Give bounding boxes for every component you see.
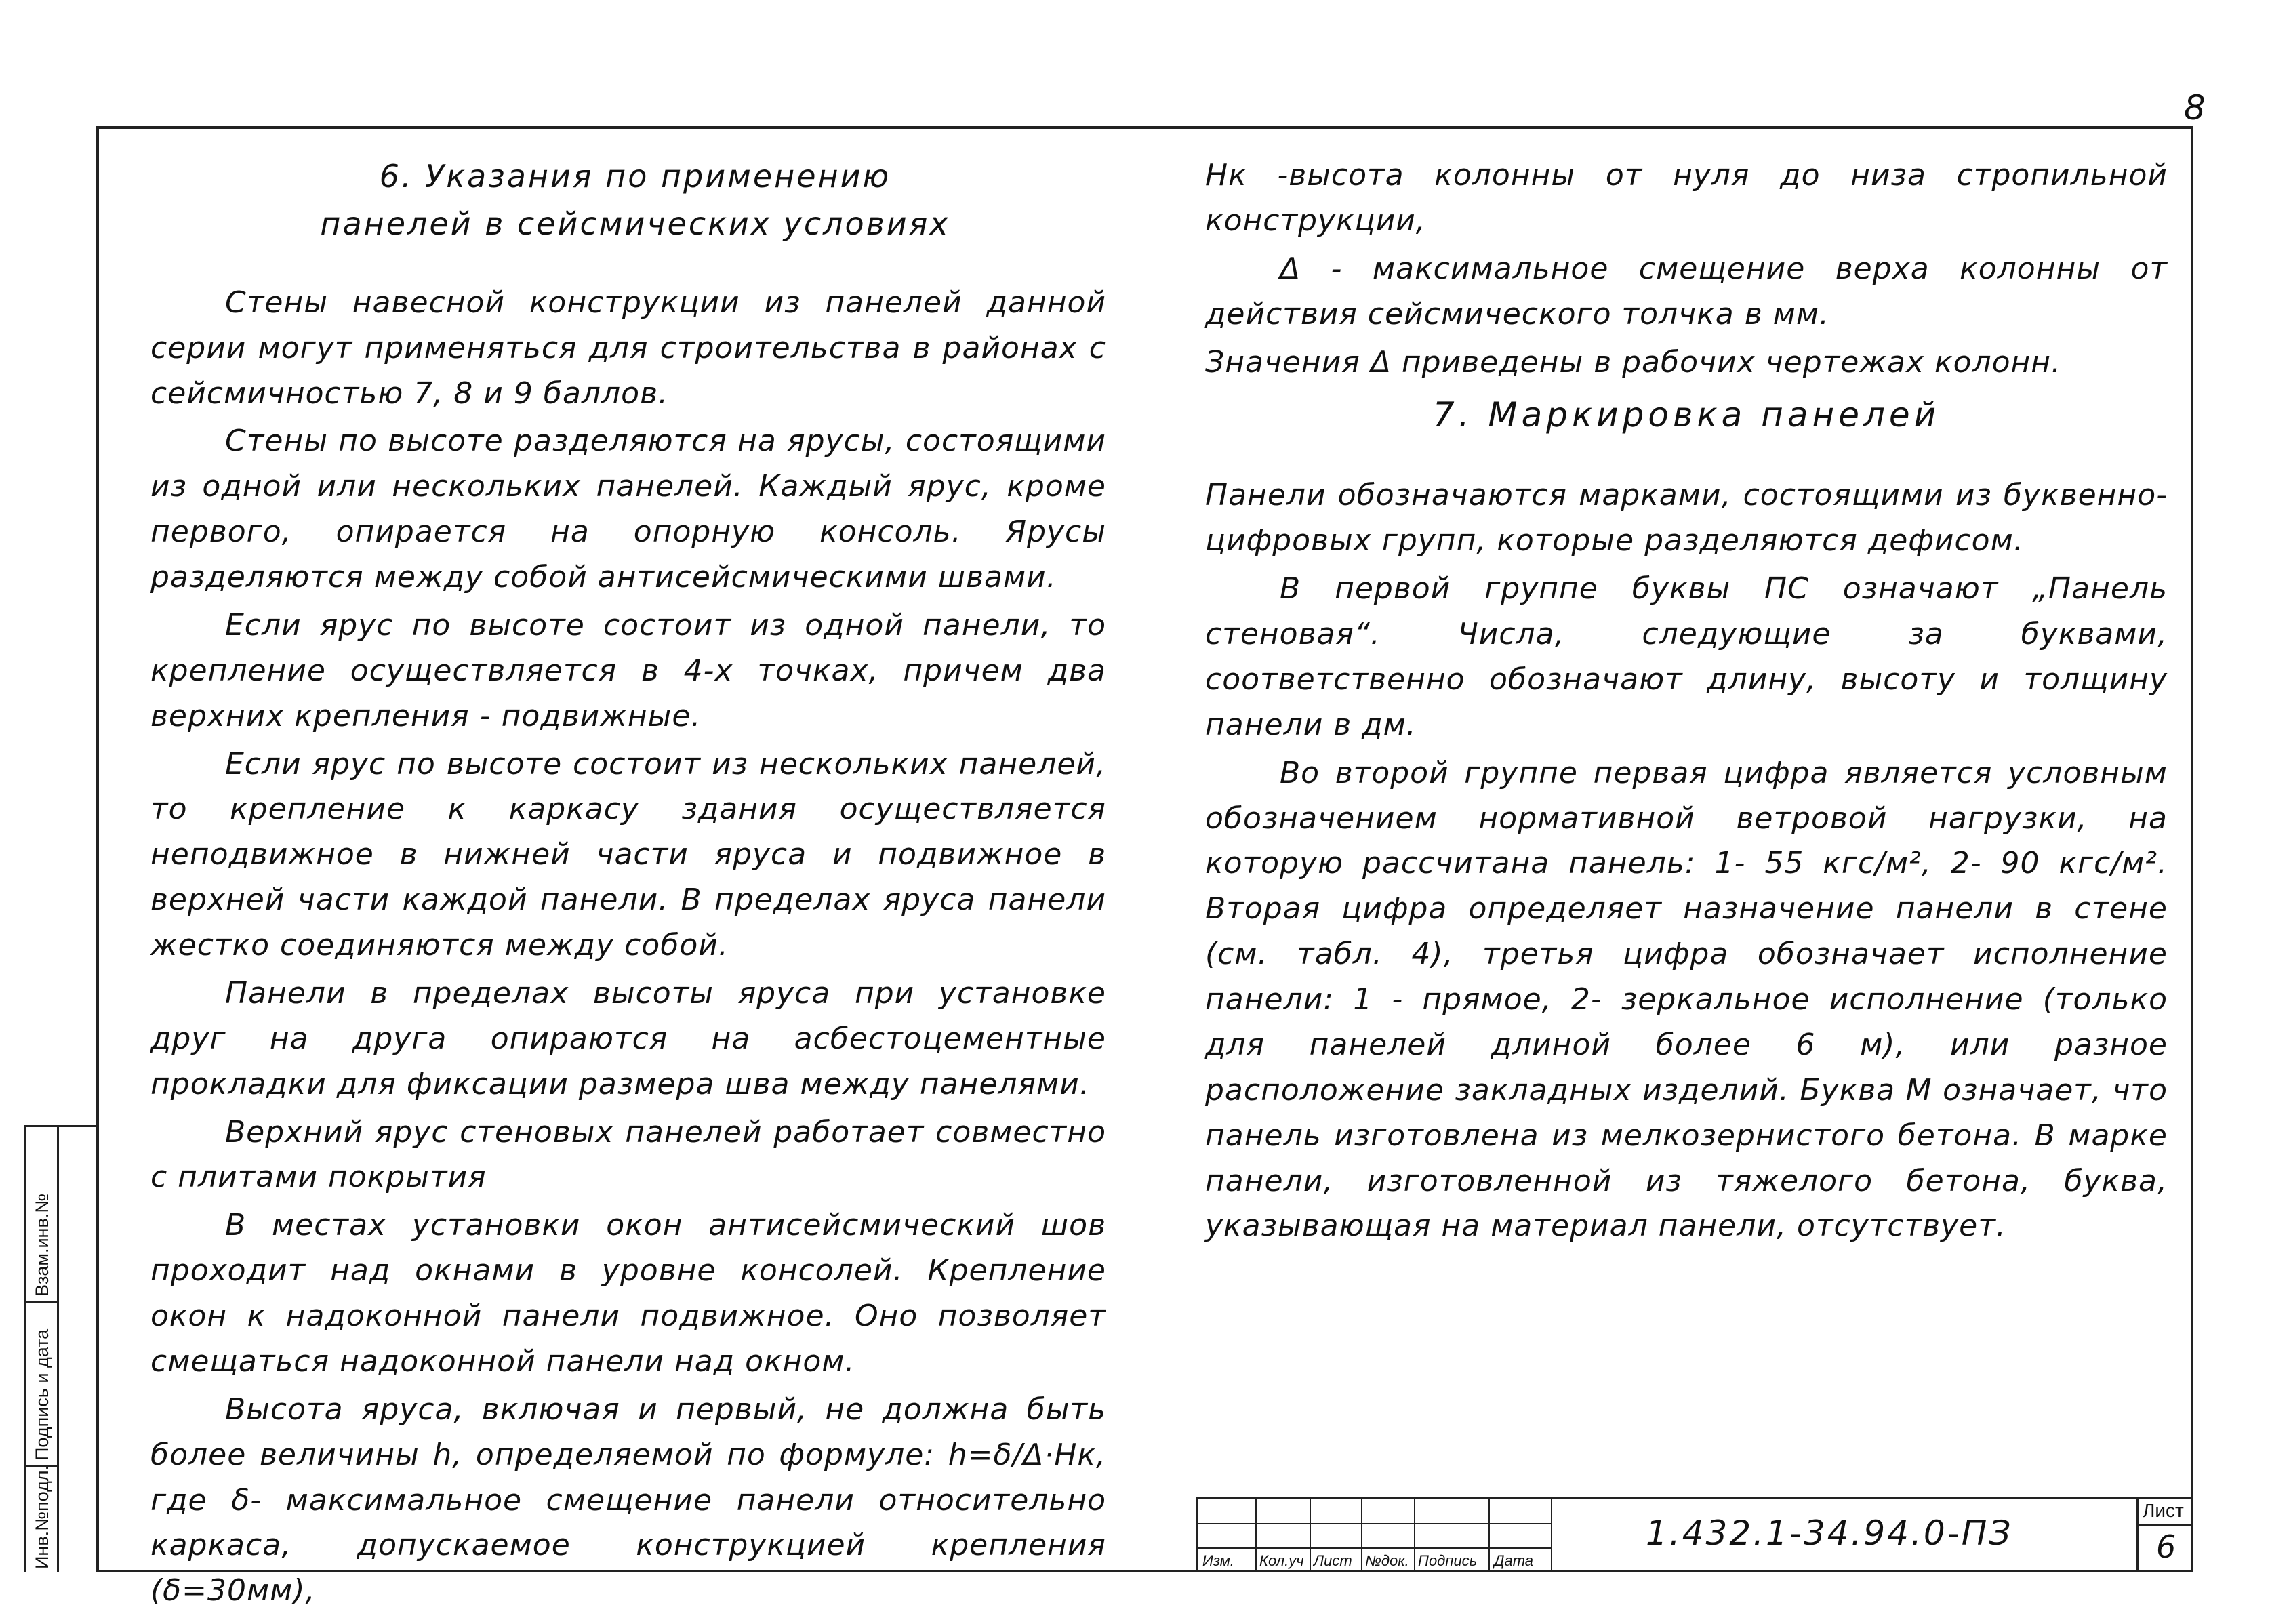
title-block-grid — [1198, 1499, 1551, 1572]
paragraph: Верхний ярус стеновых панелей работает совместно с плитами покрытия — [150, 1114, 1106, 1195]
col-label-data: Дата — [1494, 1552, 1534, 1569]
paragraph: Если ярус по высоте состоит из нескольких панелей, то крепление к каркасу здания осуществляется неподвижное в нижней части яруса и подвижное в верхней части каждой панели. В пределах яруса панели жестко соединяются между собой. — [150, 746, 1106, 963]
paragraph: Высота яруса, включая и первый, не должна быть более величины h, определяемой по формуле: h=δ/Δ·Hк, где δ- максимальное смещение панели относительно каркаса, допускаемое конструкцией крепления (δ=30мм), — [150, 1392, 1106, 1608]
sheet-divider — [2139, 1524, 2193, 1526]
sheet-number: 6 — [2156, 1528, 2176, 1565]
col-label-list: Лист — [1314, 1552, 1352, 1569]
paragraph: В первой группе буквы ПС означают „Панель стеновая“. Числа, следующие за буквами, соответственно обозначают длину, высоту и толщину панели в дм. — [1205, 571, 2168, 742]
paragraph: Стены по высоте разделяются на ярусы, состоящими из одной или нескольких панелей. Каждый ярус, кроме первого, опирается на опорную консоль. Ярусы разделяются между собой антисейсмическими швами. — [150, 424, 1106, 595]
section-6-heading-line1: 6. Указания по применению — [379, 158, 891, 195]
grid-line — [1255, 1499, 1257, 1572]
title-block — [1196, 1497, 2193, 1572]
side-stamp-divider — [26, 1301, 59, 1303]
sheet-label: Лист — [2143, 1500, 2184, 1521]
paragraph: Стены навесной конструкции из панелей данной серии могут применяться для строительства в районах с сейсмичностью 7, 8 и 9 баллов. — [150, 285, 1106, 411]
paragraph: Δ - максимальное смещение верха колонны от действия сейсмического толчка в мм. — [1205, 251, 2168, 331]
side-stamp — [24, 1125, 96, 1572]
section-6-heading-line2: панелей в сейсмических условиях — [320, 205, 950, 242]
grid-line — [1198, 1523, 1551, 1524]
side-label-inv-podl: Инв.№подл. — [32, 1465, 52, 1569]
paragraph: Если ярус по высоте состоит из одной панели, то крепление осуществляется в 4-х точках, причем два верхних крепления - подвижные. — [150, 607, 1106, 733]
grid-line — [1488, 1499, 1490, 1572]
grid-line — [1198, 1547, 1551, 1549]
grid-line — [1551, 1499, 1552, 1572]
col-label-ndok: №док. — [1365, 1552, 1409, 1569]
paragraph: Панели обозначаются марками, состоящими из буквенно-цифровых групп, которые разделяются дефисом. — [1205, 478, 2168, 559]
grid-line — [1310, 1499, 1311, 1572]
grid-line — [1361, 1499, 1362, 1572]
side-label-vzam-inv: Взам.инв.№ — [32, 1193, 52, 1297]
side-label-signature-date: Подпись и дата — [32, 1328, 52, 1461]
grid-line — [1414, 1499, 1415, 1572]
paragraph: Панели в пределах высоты яруса при установке друг на друга опираются на асбестоцементные прокладки для фиксации размера шва между панелями. — [150, 975, 1106, 1101]
col-label-izm: Изм. — [1202, 1552, 1234, 1569]
left-column — [150, 153, 1106, 1614]
col-label-podpis: Подпись — [1418, 1552, 1478, 1569]
paragraph: В местах установки окон антисейсмический шов проходит над окнами в уровне консолей. Крепление окон к надоконной панели подвижное. Оно позволяет смещаться надоконной панели над окном. — [150, 1208, 1106, 1379]
section-6-heading — [150, 153, 1106, 248]
paragraph: Во второй группе первая цифра является условным обозначением нормативной ветровой нагрузки, на которую рассчитана панель: 1- 55 кгс/м², 2- 90 кгс/м². Вторая цифра определяет назначение панели в стене (см. табл. 4), третья цифра обозначает исполнение панели: 1 - прямое, 2- зеркальное исполнение (только для панелей длиной более 6 м), или разное расположение закладных изделий. Буква М означает, что панель изготовлена из мелкозернистого бетона. В марке панели, изготовленной из тяжелого бетона, буква, указывающая на материал панели, отсутствует. — [1205, 755, 2168, 1244]
page-number: 8 — [2184, 88, 2206, 127]
paragraph: Нк -высота колонны от нуля до низа стропильной конструкции, — [1205, 158, 2168, 238]
sheet-box — [2136, 1499, 2193, 1572]
paragraph: Значения Δ приведены в рабочих чертежах колонн. — [1205, 344, 2062, 380]
col-label-kol-uch: Кол.уч — [1259, 1552, 1304, 1569]
right-column — [1205, 153, 2168, 1249]
document-code: 1.432.1-34.94.0-ПЗ — [1646, 1514, 2013, 1553]
section-7-heading: 7. Маркировка панелей — [1432, 395, 1941, 435]
